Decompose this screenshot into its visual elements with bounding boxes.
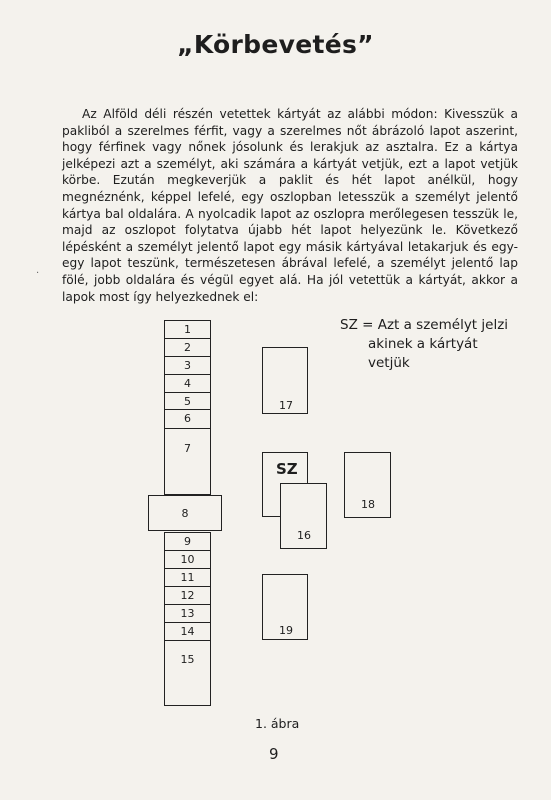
card-sz: SZ: [262, 452, 308, 517]
card-6: 6: [164, 409, 211, 429]
card-4: 4: [164, 374, 211, 393]
card-17: 17: [262, 347, 308, 414]
card-7: 7: [164, 428, 211, 495]
legend-line-2: akinek a kártyát: [368, 336, 478, 352]
card-11: 11: [164, 568, 211, 587]
page-title: „Körbevetés”: [177, 30, 374, 59]
card-10: 10: [164, 550, 211, 569]
card-9: 9: [164, 532, 211, 551]
page-number: 9: [269, 745, 279, 763]
legend-line-3: vetjük: [368, 355, 410, 371]
card-5: 5: [164, 392, 211, 411]
card-19: 19: [262, 574, 308, 640]
card-3: 3: [164, 356, 211, 375]
card-2: 2: [164, 338, 211, 357]
diagram-legend: [340, 316, 530, 373]
card-8: 8: [148, 495, 222, 531]
card-16: 16: [280, 483, 327, 549]
legend-line-1: SZ = Azt a személyt jelzi: [340, 317, 509, 333]
card-15: 15: [164, 640, 211, 706]
card-18: 18: [344, 452, 391, 518]
card-12: 12: [164, 586, 211, 605]
card-1: 1: [164, 320, 211, 339]
card-14: 14: [164, 622, 211, 641]
paragraph: Az Alföld déli részén vetettek kártyát az alábbi módon: Kivesszük a pakliból a szerelmes férfit, vagy a szerelmes nőt ábrázoló lapot aszerint, hogy férfinek vagy nőnek jósolunk és lerakjuk az asztalra. Ez a kártya jelképezi azt a személyt, aki számára a kártyát vetjük, ezt a lapot vetjük körbe. Ezután megkeverjük a paklit és hét lapot anélkül, hogy megnéznénk, képpel lefelé, egy oszlopban letesszük a személyt jelentő kártya bal oldalára. A nyolcadik lapot az oszlopra merőlegesen tesszük le, majd az oszlopot folytatva újabb hét lapot helyezünk le. Következő lépésként a személyt jelentő lapot egy másik kártyával letakarjuk és egy-egy lapot teszünk, természetesen ábrával lefelé, a személyt jelentő lap fölé, jobb oldalára és végül egyet alá. Ha jól vetettük a kártyát, akkor a lapok most így helyezkednek el:: [62, 107, 518, 304]
stray-mark: ·: [36, 268, 40, 279]
body-text: [62, 106, 518, 305]
card-13: 13: [164, 604, 211, 623]
figure-caption: 1. ábra: [255, 716, 300, 731]
